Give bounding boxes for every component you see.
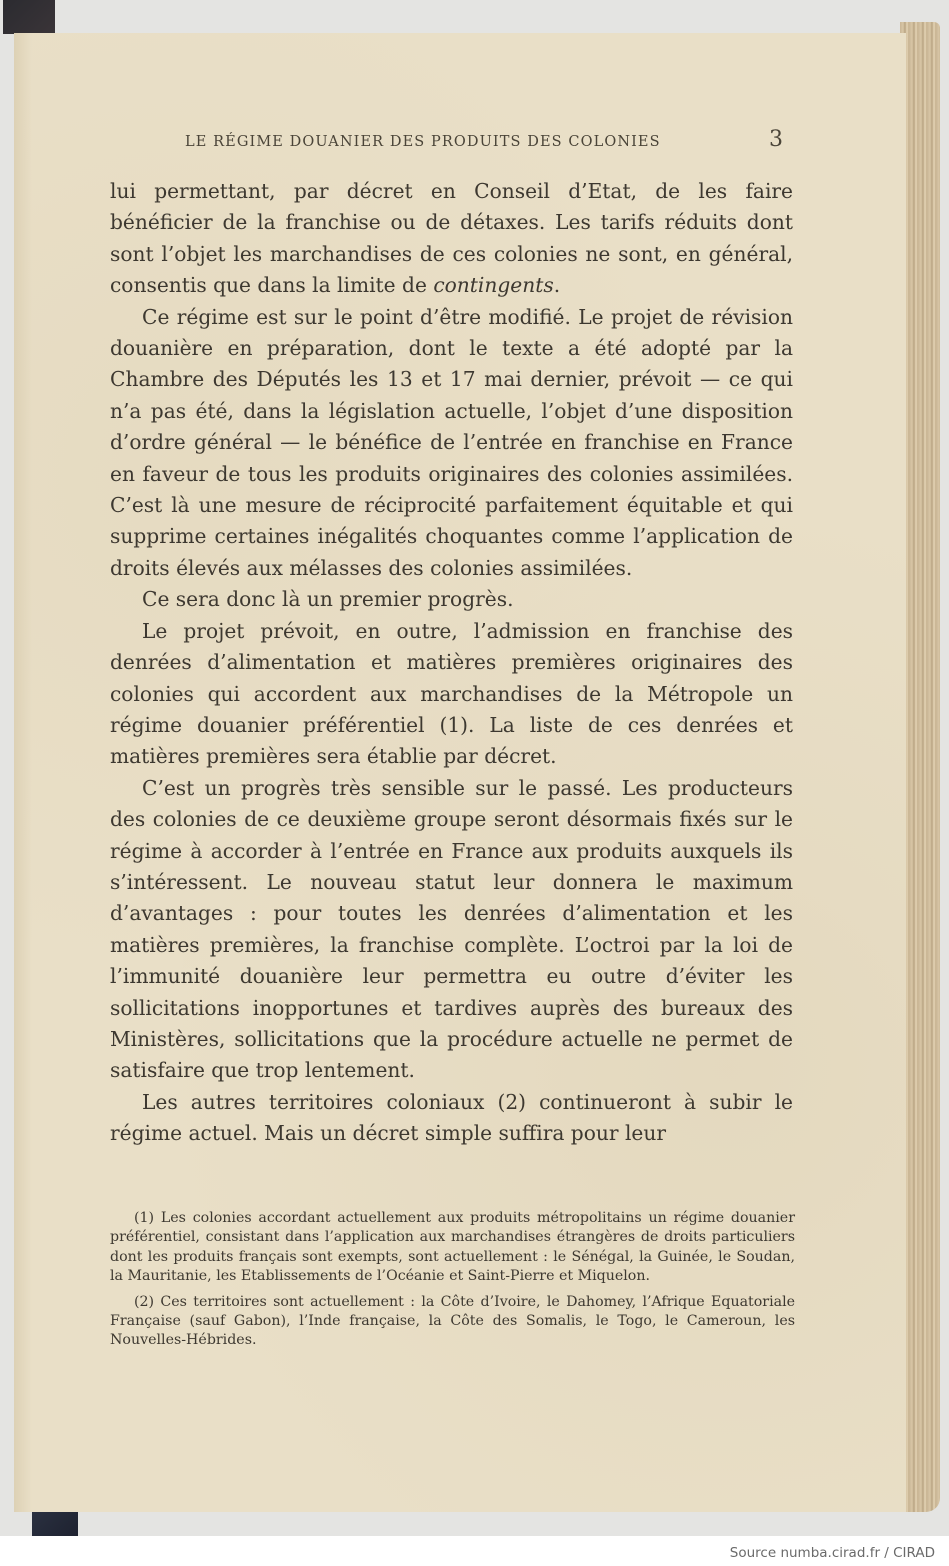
paragraph-tail: . (553, 273, 561, 298)
footnotes (110, 1209, 795, 1357)
italic-term: contingents (433, 273, 554, 298)
running-title: LE RÉGIME DOUANIER DES PRODUITS DES COLONIES (185, 134, 661, 150)
paragraph-text: lui permettant, par décret en Conseil d’Etat, de les faire bénéficier de la franchise ou de détaxes. Les tarifs réduits dont sont l’objet les marchandises de ces colonies ne sont, en général, consentis que dans la limite de (110, 179, 793, 298)
paragraph: Le projet prévoit, en outre, l’admission en franchise des denrées d’alimentation et matières premières originaires des colonies qui accordent aux marchandises de la Métropole un régime douanier préférentiel (1). La liste de ces denrées et matières premières sera établie par décret. (110, 618, 793, 769)
source-caption: Source numba.cirad.fr / CIRAD (729, 1545, 935, 1561)
page-gutter-shade (14, 33, 32, 1512)
scan-corner-shadow-bottom (32, 1512, 78, 1536)
paragraph: Ce régime est sur le point d’être modifié. Le projet de révision douanière en préparation, dont le texte a été adopté par la Chambre des Députés les 13 et 17 mai dernier, prévoit — ce qui n’a pas été, dans la législation actuelle, l’objet d’une disposition d’ordre général — le bénéfice de l’entrée en franchise en France en faveur de tous les produits originaires des colonies assimilées. C’est là une mesure de réciprocité parfaitement équitable et qui supprime certaines inégalités choquantes comme l’application de droits élevés aux mélasses des colonies assimilées. (110, 304, 793, 580)
paragraph: Ce sera donc là un premier progrès. (142, 587, 514, 612)
page-stack-edge (900, 22, 940, 1512)
scan-corner-shadow-top (3, 0, 55, 34)
running-head (185, 127, 785, 155)
page-number: 3 (769, 127, 783, 152)
paragraph: Les autres territoires coloniaux (2) continueront à subir le régime actuel. Mais un décret simple suffira pour leur (110, 1089, 793, 1146)
paragraph (110, 176, 793, 302)
paragraph: C’est un progrès très sensible sur le passé. Les producteurs des colonies de ce deuxième groupe seront désormais fixés sur le régime à accorder à l’entrée en France aux produits auxquels ils s’intéressent. Le nouveau statut leur donnera le maximum d’avantages : pour toutes les denrées d’alimentation et les matières premières, la franchise complète. L’octroi par la loi de l’immunité douanière leur permettra eu outre d’éviter les sollicitations inopportunes et tardives auprès des bureaux des Ministères, sollicitations que la procédure actuelle ne permet de satisfaire que trop lentement. (110, 775, 793, 1083)
footnote-1: (1) Les colonies accordant actuellement aux produits métropolitains un régime douanier préférentiel, consistant dans l’application aux marchandises étrangères de droits particuliers dont les produits français sont exempts, sont actuellement : le Sénégal, la Guinée, le Soudan, la Mauritanie, les Etablissements de l’Océanie et Saint-Pierre et Miquelon. (110, 1210, 795, 1285)
body-text (110, 176, 793, 1150)
footnote-2: (2) Ces territoires sont actuellement : la Côte d’Ivoire, le Dahomey, l’Afrique Equatoriale Française (sauf Gabon), l’Inde française, la Côte des Somalis, le Togo, le Cameroun, les Nouvelles-Hébrides. (110, 1293, 795, 1349)
